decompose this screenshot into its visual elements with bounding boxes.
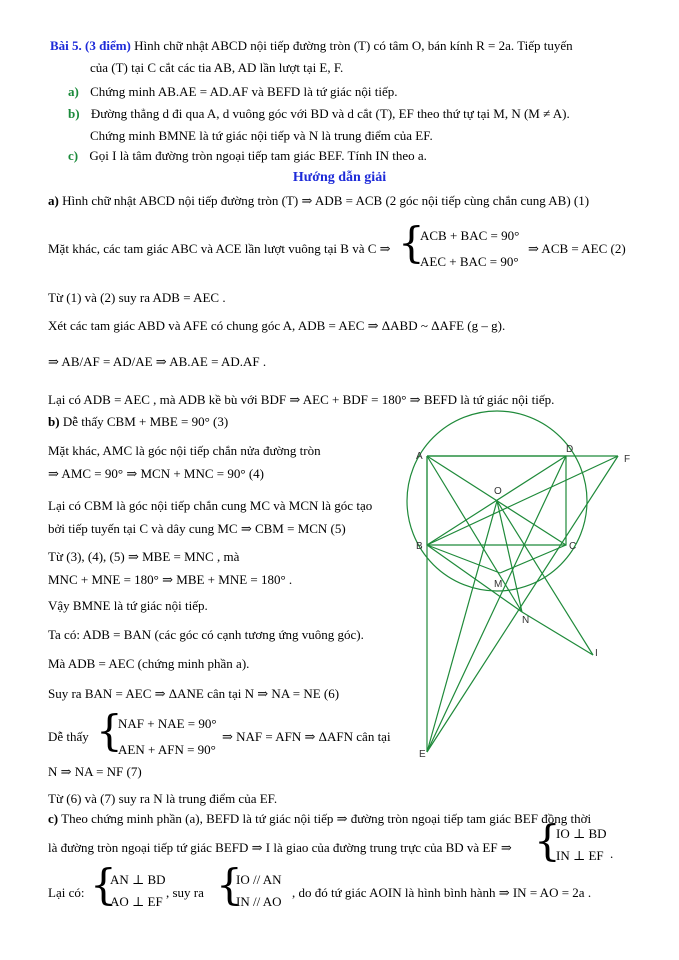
sol-line-15: Ta có: ADB = BAN (các góc có cạnh tương ứng vuông góc).: [48, 627, 364, 642]
sol-line-9: ⇒ AMC = 90° ⇒ MCN + MNC = 90° (4): [48, 466, 264, 481]
sol-line-12: Từ (3), (4), (5) ⇒ MBE = MNC , mà: [48, 549, 240, 564]
geometry-figure: [400, 410, 660, 770]
sol-line-20: Từ (6) và (7) suy ra N là trung điểm của EF.: [48, 791, 278, 806]
sol-line-13: MNC + MNE = 180° ⇒ MBE + MNE = 180° .: [48, 572, 293, 587]
label-O: O: [494, 486, 502, 497]
system-c2b: IO // AN IN // AO: [236, 872, 282, 909]
sol-line-8: Mặt khác, AMC là góc nội tiếp chắn nửa đường tròn: [48, 443, 321, 458]
system-c1: IO ⊥ BD IN ⊥ EF: [556, 826, 607, 863]
label-N: N: [522, 615, 530, 626]
brace-c1: {: [534, 816, 561, 865]
sol-line-14: Vậy BMNE là tứ giác nội tiếp.: [48, 598, 208, 613]
sol-line-19: N ⇒ NA = NF (7): [48, 764, 142, 779]
problem-line-2: của (T) tại C cắt các tia AB, AD lần lượt tại E, F.: [90, 60, 344, 75]
brace-7: {: [96, 706, 123, 755]
label-E: E: [419, 749, 426, 760]
label-F: F: [624, 454, 631, 465]
label-D: D: [566, 444, 574, 455]
problem-part-a: a) Chứng minh AB.AE = AD.AF và BEFD là tứ giác nội tiếp.: [68, 84, 398, 99]
problem-part-b: b) Đường thẳng d đi qua A, d vuông góc với BD và d cắt (T), EF theo thứ tự tại M, N (M ≠ A).: [68, 106, 570, 121]
system-2-result: ⇒ ACB = AEC (2): [528, 241, 626, 256]
segment-NI: [522, 612, 593, 655]
system-c1-tail: .: [610, 846, 614, 861]
sol-line-5: ⇒ AB/AF = AD/AE ⇒ AB.AE = AD.AF .: [48, 354, 267, 369]
sol-line-10: Lại có CBM là góc nội tiếp chắn cung MC và MCN là góc tạo: [48, 498, 373, 513]
problem-part-c: c) Gọi I là tâm đường tròn ngoại tiếp tam giác BEF. Tính IN theo a.: [68, 148, 427, 163]
brace-2: {: [398, 218, 425, 267]
sol-c-line: c) Theo chứng minh phần (a), BEFD là tứ giác nội tiếp ⇒ đường tròn ngoại tiếp tam giác BEF đồng thời: [48, 811, 592, 826]
problem-part-b-cont: Chứng minh BMNE là tứ giác nội tiếp và N là trung điểm của EF.: [90, 128, 433, 143]
label-M: M: [494, 579, 503, 590]
sol-line-16: Mà ADB = AEC (chứng minh phần a).: [48, 656, 250, 671]
label-A: A: [416, 451, 423, 462]
system-c2-mid: , suy ra: [166, 885, 204, 900]
system-7: NAF + NAE = 90° AEN + AFN = 90°: [118, 716, 217, 757]
sol-b-line: b) Dễ thấy CBM + MBE = 90° (3): [48, 414, 229, 429]
solution-title: Hướng dẫn giải: [292, 170, 387, 185]
sol-line-17: Suy ra BAN = AEC ⇒ ΔANE cân tại N ⇒ NA = NE (6): [48, 686, 340, 701]
system-7-result: ⇒ NAF = AFN ⇒ ΔAFN cân tại: [222, 729, 391, 744]
sol-line-18: Dễ thấy: [48, 729, 89, 744]
sol-line-11: bởi tiếp tuyến tại C và dây cung MC ⇒ CBM = MCN (5): [48, 521, 346, 536]
sol-a-line: a) Hình chữ nhật ABCD nội tiếp đường tròn (T) ⇒ ADB = ACB (2 góc nội tiếp cùng chắn cung AB) (1): [48, 193, 590, 208]
brace-c2a: {: [90, 860, 117, 909]
problem-text-1: Hình chữ nhật ABCD nội tiếp đường tròn (T) có tâm O, bán kính R = 2a. Tiếp tuyến: [134, 38, 573, 53]
label-B: B: [416, 541, 423, 552]
problem-header: Bài 5. (3 điểm): [50, 38, 131, 53]
label-I: I: [595, 648, 598, 659]
sol-line-3: Từ (1) và (2) suy ra ADB = AEC .: [48, 290, 226, 305]
segment-BN: [427, 545, 522, 612]
sol-line-22: là đường tròn ngoại tiếp tứ giác BEFD ⇒ I là giao của đường trung trực của BD và EF ⇒: [48, 840, 512, 855]
sol-line-6: Lại có ADB = AEC , mà ADB kề bù với BDF ⇒ AEC + BDF = 180° ⇒ BEFD là tứ giác nội tiếp.: [48, 392, 555, 407]
sol-line-2: Mặt khác, các tam giác ABC và ACE lần lượt vuông tại B và C ⇒: [48, 241, 391, 256]
label-C: C: [569, 541, 577, 552]
system-2: ACB + BAC = 90° AEC + BAC = 90°: [420, 228, 520, 269]
problem-line-1: [50, 38, 573, 54]
system-c2-result: , do đó tứ giác AOIN là hình bình hành ⇒ IN = AO = 2a .: [292, 885, 592, 900]
segment-OI: [497, 501, 593, 655]
system-c2a: AN ⊥ BD AO ⊥ EF: [110, 872, 166, 909]
sol-line-23: Lại có:: [48, 885, 85, 900]
sol-line-4: Xét các tam giác ABD và AFE có chung góc A, ADB = AEC ⇒ ΔABD ~ ΔAFE (g – g).: [48, 318, 506, 333]
brace-c2b: {: [216, 860, 243, 909]
